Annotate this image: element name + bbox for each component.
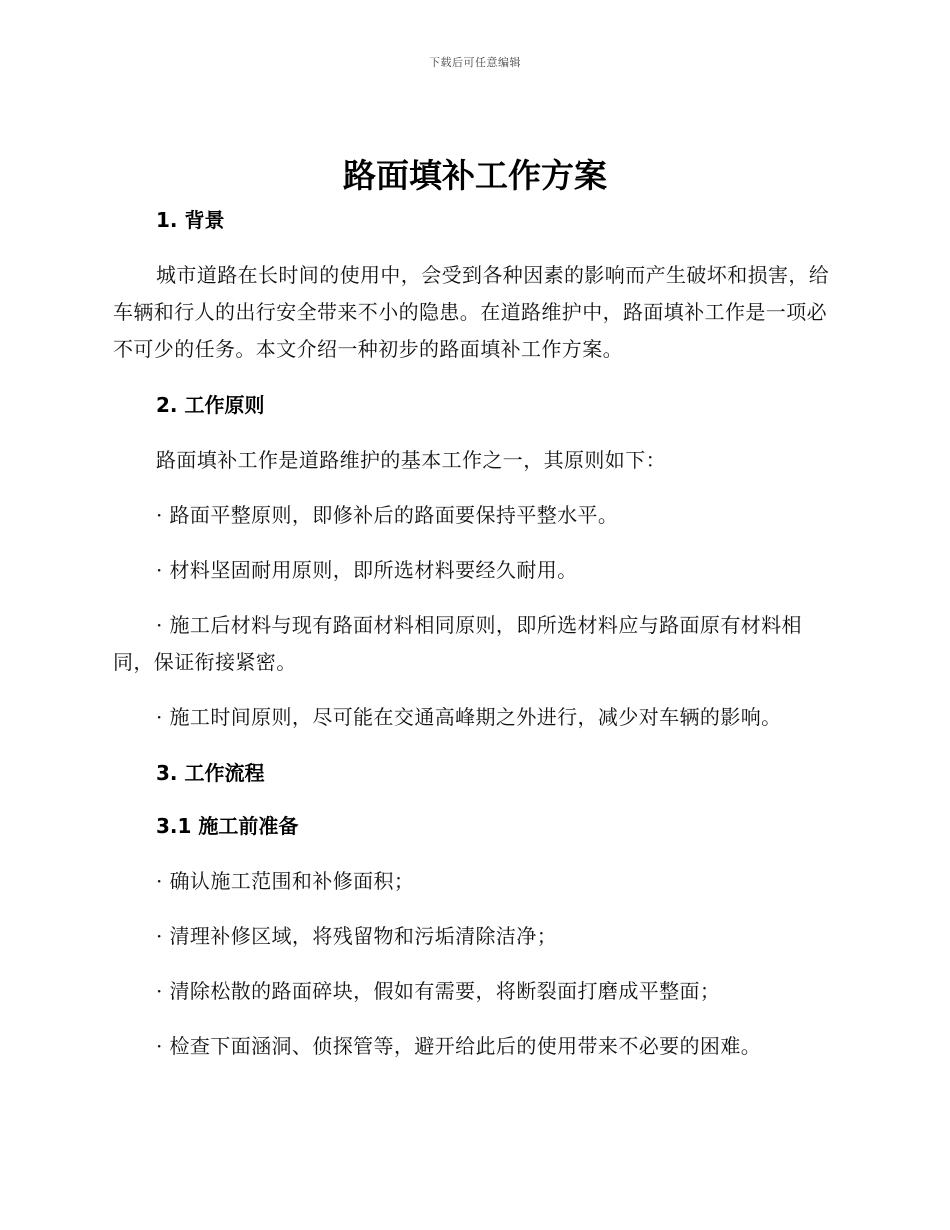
principle-item: · 施工时间原则，尽可能在交通高峰期之外进行，减少对车辆的影响。 [156, 705, 782, 729]
preparation-item: · 检查下面涵洞、侦探管等，避开给此后的使用带来不必要的困难。 [156, 1034, 762, 1058]
section-heading-principles: 2. 工作原则 [156, 393, 265, 417]
preparation-item: · 清理补修区域，将残留物和污垢清除洁净； [156, 924, 558, 948]
page-header-note: 下载后可任意编辑 [429, 56, 521, 69]
principle-item: · 路面平整原则，即修补后的路面要保持平整水平。 [156, 503, 619, 527]
document-title: 路面填补工作方案 [343, 156, 607, 195]
section-heading-background: 1. 背景 [156, 208, 225, 232]
background-paragraph: 城市道路在长时间的使用中，会受到各种因素的影响而产生破坏和损害，给车辆和行人的出行安全带来不小的隐患。在道路维护中，路面填补工作是一项必不可少的任务。本文介绍一种初步的路面填补工作方案。 [113, 263, 830, 361]
preparation-item: · 清除松散的路面碎块，假如有需要，将断裂面打磨成平整面； [156, 979, 721, 1003]
section-heading-workflow: 3. 工作流程 [156, 761, 265, 785]
preparation-item: · 确认施工范围和补修面积； [156, 869, 415, 893]
principle-item: · 施工后材料与现有路面材料相同原则，即所选材料应与路面原有材料相同，保证衔接紧密。 [113, 613, 802, 674]
subsection-heading-preparation: 3.1 施工前准备 [156, 814, 299, 838]
principle-item: · 材料坚固耐用原则，即所选材料要经久耐用。 [156, 558, 578, 582]
document-body [113, 204, 833, 1065]
principles-intro: 路面填补工作是道路维护的基本工作之一，其原则如下： [156, 448, 666, 472]
